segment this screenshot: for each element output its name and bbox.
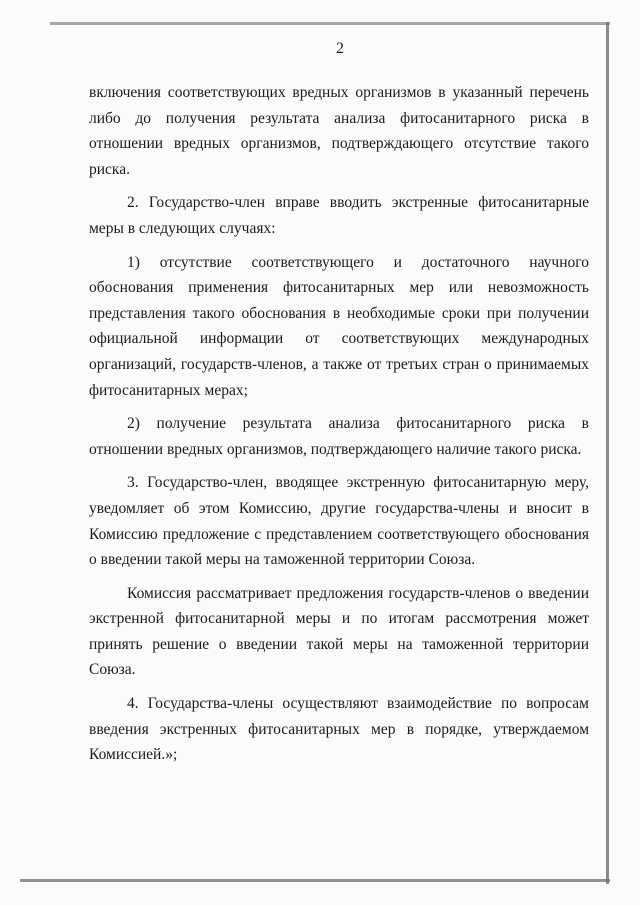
paragraph-commission: Комиссия рассматривает предложения государств-членов о введении экстренной фитосанитарной меры и по итогам рассмотрения может принять решение о введении такой меры на таможенной территории Союза. (89, 584, 589, 679)
paragraph-item-4: 4. Государства-члены осуществляют взаимодействие по вопросам введения экстренных фитосанитарных мер в порядке, утверждаемом Комиссией.»; (89, 695, 589, 764)
scan-border-bottom (20, 879, 610, 882)
scan-border-top (50, 22, 610, 25)
paragraph-subitem-1: 1) отсутствие соответствующего и достаточного научного обоснования применения фитосанитарных мер или невозможность представления такого обоснования в необходимые сроки при получении официальной информации от соответствующих международных организаций, государств-членов, а также от третьих стран о принимаемых фитосанитарных мерах; (89, 253, 589, 399)
paragraph-item-3: 3. Государство-член, вводящее экстренную фитосанитарную меру, уведомляет об этом Комиссию, другие государства-члены и вносит в Комиссию предложение с представлением соответствующего обоснования о введении такой меры на таможенной территории Союза. (89, 474, 589, 569)
paragraph-item-2: 2. Государство-член вправе вводить экстренные фитосанитарные меры в следующих случаях: (89, 194, 589, 237)
paragraph-continuation: включения соответствующих вредных организмов в указанный перечень либо до получения результата анализа фитосанитарного риска в отношении вредных организмов, подтверждающего отсутствие такого риска. (89, 84, 589, 178)
scan-border-right (606, 22, 609, 884)
document-body (89, 80, 589, 768)
paragraph-subitem-2: 2) получение результата анализа фитосанитарного риска в отношении вредных организмов, подтверждающего наличие такого риска. (89, 415, 589, 458)
page-number: 2 (336, 40, 344, 57)
